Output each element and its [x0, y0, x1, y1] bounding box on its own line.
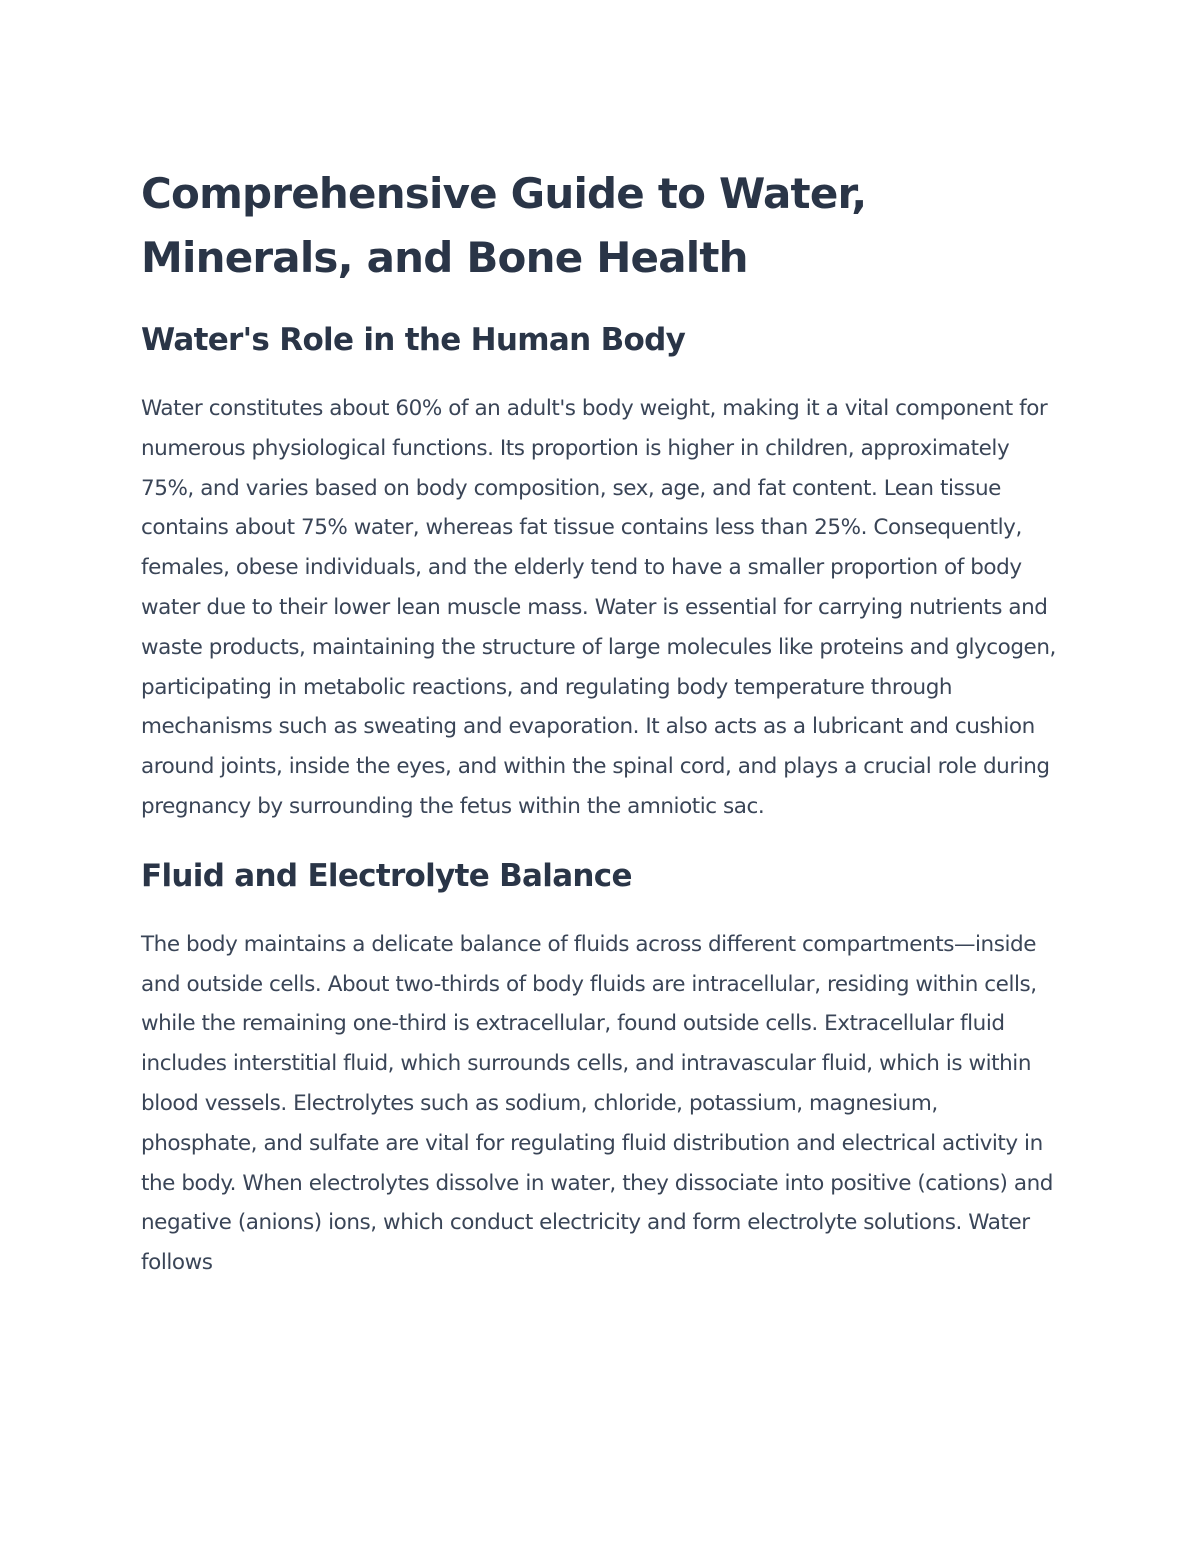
document-page — [141, 162, 1059, 1283]
section-heading-water-role: Water's Role in the Human Body — [141, 322, 686, 358]
section-heading-fluid-balance: Fluid and Electrolyte Balance — [141, 857, 632, 894]
document-title: Comprehensive Guide to Water, Minerals, and Bone Health — [141, 169, 867, 282]
section-paragraph-water-role: Water constitutes about 60% of an adult's body weight, making it a vital component for numerous physiological functions. Its proportion is higher in children, approximately 75%, and varies based on body composition, sex, age, and fat content. Lean tissue contains about 75% water, whereas fat tissue contains less than 25%. Consequently, females, obese individuals, and the elderly tend to have a smaller proportion of body water due to their lower lean muscle mass. Water is essential for carrying nutrients and waste products, maintaining the structure of large molecules like proteins and glycogen, participating in metabolic reactions, and regulating body temperature through mechanisms such as sweating and evaporation. It also acts as a lubricant and cushion around joints, inside the eyes, and within the spinal cord, and plays a crucial role during pregnancy by surrounding the fetus within the amniotic sac. — [141, 396, 1056, 819]
section-paragraph-fluid-balance: The body maintains a delicate balance of fluids across different compartments—inside and outside cells. About two-thirds of body fluids are intracellular, residing within cells, while the remaining one-third is extracellular, found outside cells. Extracellular fluid includes interstitial fluid, which surrounds cells, and intravascular fluid, which is within blood vessels. Electrolytes such as sodium, chloride, potassium, magnesium, phosphate, and sulfate are vital for regulating fluid distribution and electrical activity in the body. When electrolytes dissolve in water, they dissociate into positive (cations) and negative (anions) ions, which conduct electricity and form electrolyte solutions. Water follows — [141, 931, 1053, 1276]
